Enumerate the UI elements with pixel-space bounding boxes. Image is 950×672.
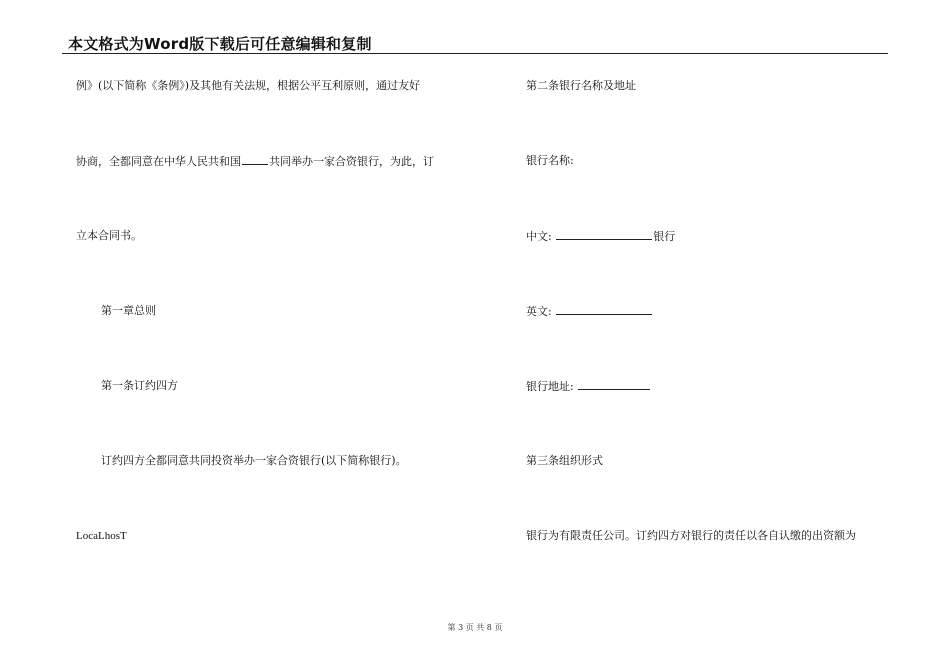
left-line-6: 订约四方全都同意共同投资举办一家合资银行(以下简称银行)。 [101, 454, 407, 467]
left-line-2-part-a: 协商，全都同意在中华人民共和国 [76, 155, 241, 168]
right-line-6: 第三条组织形式 [526, 454, 603, 467]
right-line-3 [526, 229, 675, 244]
right-line-2: 银行名称: [526, 154, 574, 167]
chinese-name-label: 中文: [526, 230, 552, 243]
fill-blank [242, 154, 268, 165]
article-heading: 第一条订约四方 [101, 379, 178, 392]
page-number-footer: 第 3 页 共 8 页 [447, 623, 503, 632]
bank-address-blank [578, 379, 650, 390]
bank-address-label: 银行地址: [526, 380, 574, 393]
chinese-name-blank [556, 229, 652, 240]
left-line-2 [76, 154, 434, 169]
english-name-label: 英文: [526, 305, 552, 318]
chinese-name-suffix: 银行 [653, 230, 676, 243]
watermark-text: LocaLhosT [76, 530, 127, 542]
right-line-5 [526, 379, 651, 394]
document-header-title: 本文格式为Word版下载后可任意编辑和复制 [68, 35, 372, 53]
header-rule [62, 53, 888, 54]
right-line-7: 银行为有限责任公司。订约四方对银行的责任以各自认缴的出资额为 [526, 529, 856, 542]
right-line-4 [526, 304, 653, 319]
english-name-blank [556, 304, 652, 315]
chapter-heading: 第一章总则 [101, 304, 156, 317]
left-line-2-part-b: 共同举办一家合资银行，为此，订 [269, 155, 434, 168]
right-line-1: 第二条银行名称及地址 [526, 79, 636, 92]
left-line-1: 例》(以下简称《条例》)及其他有关法规，根据公平互利原则，通过友好 [76, 79, 421, 92]
left-line-3: 立本合同书。 [76, 229, 142, 242]
